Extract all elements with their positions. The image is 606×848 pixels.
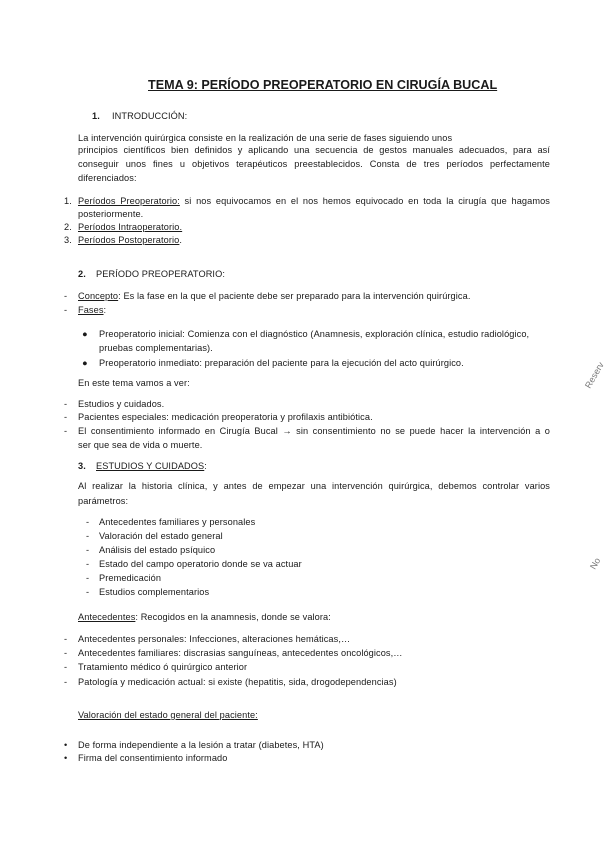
antecedentes-label: Antecedentes [78,612,136,622]
section-3-number: 3. [78,461,86,471]
param-item: Análisis del estado psíquico [99,545,216,555]
watermark-reserv: Reserv [583,360,606,390]
list-item-label: Períodos Preoperatorio: [78,196,180,206]
dash-bullet: - [86,545,90,555]
valoracion-heading: Valoración del estado general del paciente: [78,710,258,720]
dash-bullet: - [64,634,68,644]
list-item-text: . [179,235,183,245]
param-item: Antecedentes familiares y personales [99,517,256,527]
fases-colon: : [103,305,107,315]
bullet-dot-icon: • [64,753,68,763]
list-item-label: Períodos Postoperatorio [78,235,180,245]
list-item [78,196,550,206]
dash-bullet: - [64,305,68,315]
dash-bullet: - [64,662,68,672]
antecedente-item: Antecedentes personales: Infecciones, alteraciones hemáticas,… [78,634,351,644]
concepto-line [78,291,470,301]
dash-bullet: - [86,559,90,569]
valoracion-item: De forma independiente a la lesión a tratar (diabetes, HTA) [78,740,324,750]
dash-bullet: - [64,291,68,301]
list-item [78,235,182,245]
concepto-label: Concepto [78,291,119,301]
list-item-text: si nos equivocamos en el nos hemos equivocado en toda la cirugía que hagamos [179,196,550,206]
antecedente-item: Tratamiento médico ó quirúrgico anterior [78,662,248,672]
section-2-number: 2. [78,269,86,279]
bullet-dot-icon: ● [82,329,88,339]
tema-item-continuation: ser que sea de vida o muerte. [78,440,203,450]
page-title: TEMA 9: PERÍODO PREOPERATORIO EN CIRUGÍA BUCAL [148,78,498,92]
bullet-dot-icon: • [64,740,68,750]
antecedente-item: Patología y medicación actual: si existe (hepatitis, sida, drogodependencias) [78,677,397,687]
param-item: Estado del campo operatorio donde se va actuar [99,559,302,569]
list-item-number: 1. [64,196,72,206]
param-item: Premedicación [99,573,162,583]
dash-bullet: - [86,531,90,541]
tema-item: Estudios y cuidados. [78,399,165,409]
fase-item: Preoperatorio inmediato: preparación del paciente para la ejecución del acto quirúrgico. [99,358,464,368]
dash-bullet: - [64,648,68,658]
fases-label: Fases [78,305,104,315]
list-item-number: 2. [64,222,72,232]
list-item-label: Períodos Intraoperatorio. [78,222,183,232]
section-3-heading-line [96,461,207,471]
param-item: Estudios complementarios [99,587,210,597]
tema-intro: En este tema vamos a ver: [78,378,190,388]
dash-bullet: - [64,399,68,409]
concepto-text: : Es la fase en la que el paciente debe ser preparado para la intervención quirúrgica. [118,291,471,301]
antecedentes-text: : Recogidos en la anamnesis, donde se valora: [135,612,331,622]
bullet-dot-icon: ● [82,358,88,368]
section-2-heading: PERÍODO PREOPERATORIO: [96,269,225,279]
antecedentes-line [78,612,331,622]
fases-line [78,305,106,315]
dash-bullet: - [86,573,90,583]
list-item-number: 3. [64,235,72,245]
param-item: Valoración del estado general [99,531,223,541]
tema-item: Pacientes especiales: medicación preoperatoria y profilaxis antibiótica. [78,412,373,422]
dash-bullet: - [86,587,90,597]
intro-paragraph-line: principios científicos bien definidos y aplicando una secuencia de gestos manuales adecuados, para así [78,145,550,155]
tema-item: El consentimiento informado en Cirugía Bucal → sin consentimiento no se puede hacer la intervención a o [78,426,550,436]
intro-paragraph-line: La intervención quirúrgica consiste en la realización de una serie de fases siguiendo unos [78,133,453,143]
intro-paragraph-line: conseguir unos fines u objetivos terapéuticos preestablecidos. Consta de tres períodos perfectamente [78,159,550,169]
section-1-number: 1. [92,111,100,121]
intro-paragraph-line: diferenciados: [78,173,137,183]
estudios-paragraph-line: parámetros: [78,496,129,506]
watermark-no: No [588,556,603,571]
dash-bullet: - [86,517,90,527]
list-item-continuation: posteriormente. [78,209,144,219]
section-1-heading: INTRODUCCIÓN: [112,111,188,121]
dash-bullet: - [64,677,68,687]
estudios-paragraph-line: Al realizar la historia clínica, y antes de empezar una intervención quirúrgica, debemos controlar varios [78,481,550,491]
antecedente-item: Antecedentes familiares: discrasias sanguíneas, antecedentes oncológicos,… [78,648,403,658]
fase-item: Preoperatorio inicial: Comienza con el diagnóstico (Anamnesis, exploración clínica, estudio radiológico, [99,329,530,339]
dash-bullet: - [64,426,68,436]
section-3-heading-colon: : [204,461,207,471]
dash-bullet: - [64,412,68,422]
fase-item-continuation: pruebas complementarias). [99,343,213,353]
section-3-heading: ESTUDIOS Y CUIDADOS [96,461,205,471]
valoracion-item: Firma del consentimiento informado [78,753,228,763]
